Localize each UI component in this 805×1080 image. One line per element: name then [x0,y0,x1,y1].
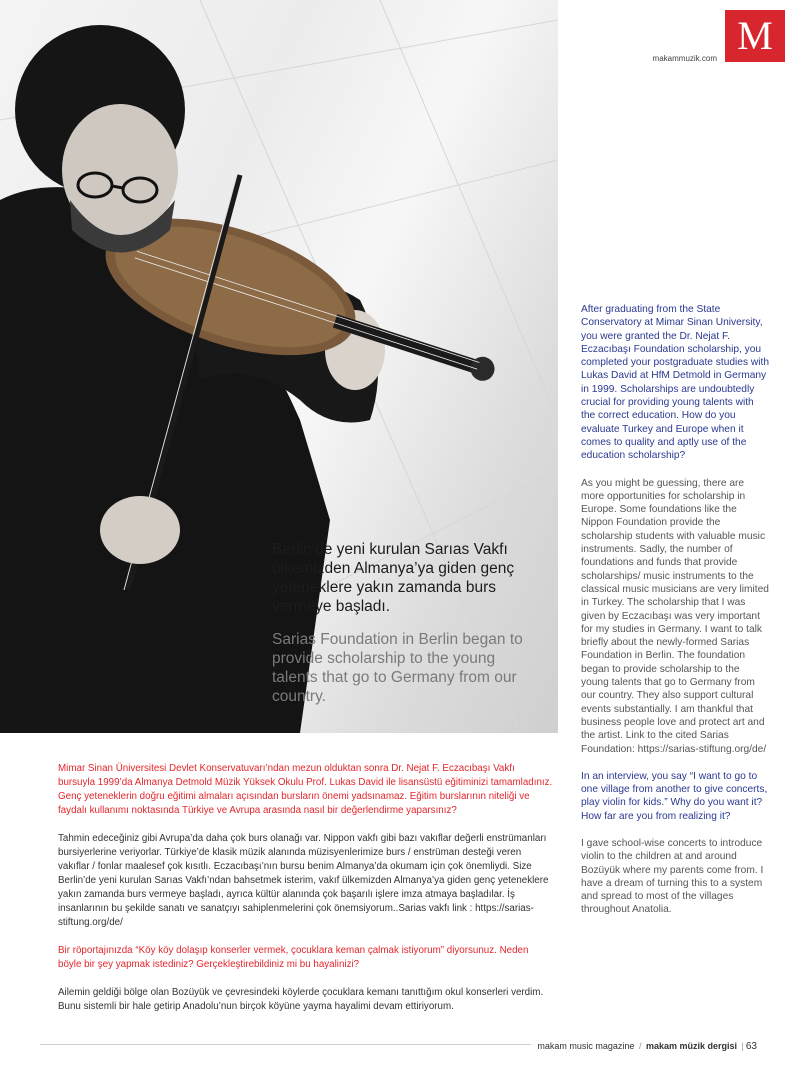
magazine-logo: M [725,10,785,62]
footer-separator: / [638,1041,642,1051]
answer-english-1: As you might be guessing, there are more opportunities for scholarship in Europe. Some foundations like the Nippon Foundation provide the scholarship students with valuable music instruments. Sadly, the number of foundations and funds that provide scholarships/ music instruments to the classical music musicians are very limited in Turkey. The scholarship that I was given by Eczacıbaşı was very important for my studies in Germany. I want to talk briefly about the newly-formed Sarias Foundation in Berlin. The foundation began to provide scholarship to the young talents that go to Germany from our country. They also support cultural events substantially. I am thankful that business people love and protect art and the artist. Link to the cited Sarias Foundation: https://sarias-stiftung.org/de/ [581,477,769,755]
page-footer: makam music magazine / makam müzik dergisi | 63 [531,1041,757,1052]
question-english-2: In an interview, you say “I want to go to one village from another to give concerts, play violin for kids.” Why do you want it? How far are you from realizing it? [581,770,768,822]
page-number: 63 [745,1041,757,1052]
english-interview-column [581,303,769,917]
magazine-name-turkish: makam müzik dergisi [645,1041,738,1051]
pull-quote-turkish: Berlin’de yeni kurulan Sarıas Vakfı ülkemizden Almanya’ya giden genç yeteneklere yakın zamanda burs vermeye başladı. [272,541,515,615]
answer-turkish-2: Ailemin geldiği bölge olan Bozüyük ve çevresindeki köylerde çocuklara kemanı tanıttığım okul konserleri verdim. Bunu sistemli bir hale getirip Anadolu’nun birçok köyüne yayma hayalimi devam ettiriyorum. [58,987,544,1012]
question-english-1: After graduating from the State Conservatory at Mimar Sinan University, you were granted the Dr. Nejat F. Eczacıbaşı Foundation scholarship, you completed your postgraduate studies with Lukas David at HfM Detmold in Germany in 1999. Scholarships are undoubtedly crucial for providing young talents with the correct education. How do you evaluate Turkey and Europe when it comes to quality and aptly use of the education scholarship? [581,304,770,462]
question-turkish-1: Mimar Sinan Üniversitesi Devlet Konservatuvarı’ndan mezun olduktan sonra Dr. Nejat F. Eczacıbaşı Vakfı bursuyla 1999’da Almanya Detmold Müzik Yüksek Okulu Prof. Lukas David ile lisansüstü eğitiminizi tamamladınız. Genç yeteneklerin doğru eğitimi almaları açısından bursların önemi yadsınamaz. Eğitim burslarının niteliği ve faydalı kullanımı noktasında Türkiye ve Avrupa arasında nasıl bir değerlendirme yaparsınız? [58,763,553,816]
question-turkish-2: Bir röportajınızda “Köy köy dolaşıp konserler vermek, çocuklara keman çalmak istiyorum” diyorsunuz. Neden böyle bir şey yapmak istediniz? Gerçekleştirebildiniz mi bu hayalinizi? [58,945,529,970]
pull-quote [272,540,542,706]
answer-english-2: I gave school-wise concerts to introduce violin to the children at and around Bozüyük where my parents come from. I have a dream of turning this to a system and spread to most of the villages throughout Anatolia. [581,837,764,916]
site-url[interactable]: makammuzik.com [652,54,717,63]
magazine-name-english: makam music magazine [537,1041,635,1051]
answer-turkish-1: Tahmin edeceğiniz gibi Avrupa’da daha çok burs olanağı var. Nippon vakfı gibi bazı vakıflar değerli enstrümanları bursiyerlerine veriyorlar. Türkiye’de klasik müzik alanında müzisyenlerimize burs / enstrüman desteği veren vakıflar / fonlar maalesef çok kısıtlı. Eczacıbaşı’nın bursu benim Almanya’da okumam için çok önemliydi. Size Berlin’de yeni kurulan Sarıas Vakfı’ndan bahsetmek isterim, vakıf ülkemizden Almanya’ya giden genç yeteneklere yakın zamanda burs vermeye başladı, ayrıca kültür alanında çok başarılı işlere imza atmaya başladılar. İş insanlarının bu şekilde sanatı ve sanatçıyı sahiplenmelerini çok önemsiyorum..Sarias vakfı link : https://sarias-stiftung.org/de/ [58,833,549,928]
violinist-photo [0,0,558,733]
turkish-interview-column [58,762,554,1014]
pull-quote-english: Sarias Foundation in Berlin began to provide scholarship to the young talents that go to Germany from our country. [272,631,523,705]
